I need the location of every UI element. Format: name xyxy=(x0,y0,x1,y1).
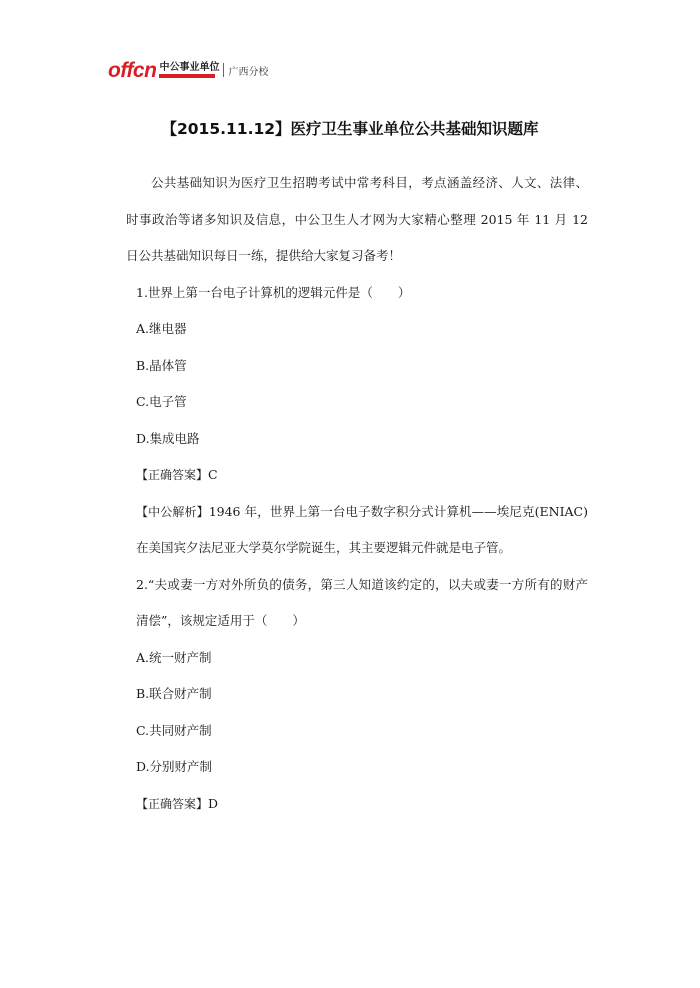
header-logo xyxy=(108,56,308,84)
intro-text: 公共基础知识为医疗卫生招聘考试中常考科目，考点涵盖经济、人文、法律、时事政治等诸多知识及信息，中公卫生人才网为大家精心整理 2015 年 11 月 12 日公共基础知识每日一练，提供给大家复习备考！ xyxy=(126,175,588,263)
question-1-option-b: B.晶体管 xyxy=(136,357,187,373)
question-1-option-a: A.继电器 xyxy=(136,321,187,336)
question-1-text: 1.世界上第一台电子计算机的逻辑元件是（ ） xyxy=(136,284,411,300)
document-body xyxy=(126,165,588,822)
question-2-option-c: C.共同财产制 xyxy=(136,722,212,738)
answer-label: 【正确答案】 xyxy=(136,468,209,482)
question-2-option-a: A.统一财产制 xyxy=(136,649,212,665)
question-2-option-d: D.分别财产制 xyxy=(136,759,213,774)
question-1-analysis xyxy=(126,494,588,567)
question-1-option-d: D.集成电路 xyxy=(136,430,200,446)
offcn-logo: offcn xyxy=(108,58,157,82)
answer-label: 【正确答案】 xyxy=(136,796,209,811)
question-2-option-b: B.联合财产制 xyxy=(136,686,212,701)
org-block xyxy=(159,62,219,78)
org-name: 中公事业单位 xyxy=(159,62,220,73)
branch-name: 广西分校 xyxy=(228,66,269,78)
logo-divider xyxy=(223,63,224,77)
answer-value: D xyxy=(208,795,219,811)
intro-paragraph xyxy=(126,165,588,275)
document-title: 【2015.11.12】医疗卫生事业单位公共基础知识题库 xyxy=(161,120,539,138)
analysis-text: 1946 年，世界上第一台电子数字积分式计算机——埃尼克(ENIAC)在美国宾夕法尼亚大学莫尔学院诞生，其主要逻辑元件就是电子管。 xyxy=(136,503,588,555)
answer-value: C xyxy=(208,467,218,482)
logo-red-bar xyxy=(159,74,215,78)
question-1-answer xyxy=(126,457,588,494)
question-2-answer xyxy=(126,786,588,823)
question-2-text: 2.“夫或妻一方对外所负的债务，第三人知道该约定的，以夫或妻一方所有的财产清偿”，该规定适用于（ ） xyxy=(136,576,588,628)
question-1-option-c: C.电子管 xyxy=(136,394,187,409)
analysis-label: 【中公解析】 xyxy=(136,504,209,519)
